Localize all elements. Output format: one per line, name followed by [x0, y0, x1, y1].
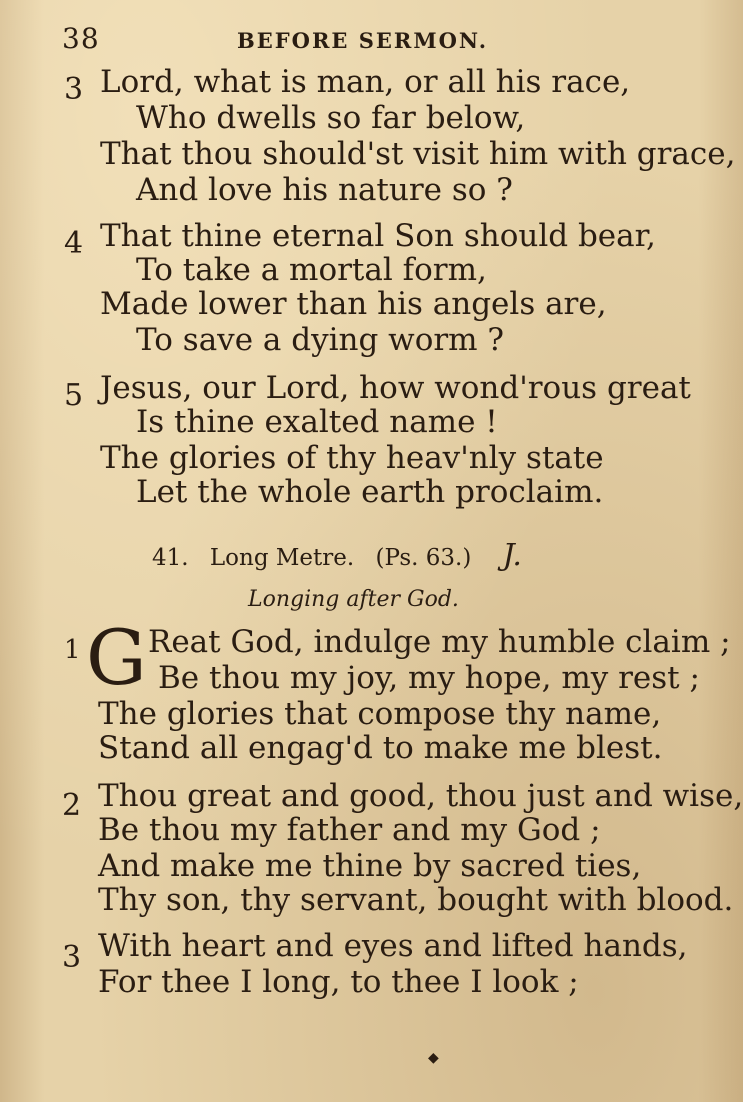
running-head: BEFORE SERMON.: [237, 28, 489, 53]
verse-line: To save a dying worm ?: [136, 322, 505, 358]
verse-line: Reat God, indulge my humble claim ;: [148, 624, 731, 660]
hymn-heading: [152, 538, 536, 573]
verse-line: Lord, what is man, or all his race,: [100, 64, 631, 100]
verse-line: That thine eternal Son should bear,: [100, 218, 656, 254]
verse-line: Jesus, our Lord, how wond'rous great: [100, 370, 691, 406]
verse-line: And love his nature so ?: [136, 172, 513, 208]
verse-number: 1: [64, 635, 81, 665]
verse-line: Be thou my joy, my hope, my rest ;: [158, 660, 700, 696]
verse-number: 4: [64, 226, 84, 261]
verse-line: Made lower than his angels are,: [100, 286, 607, 322]
verse-line: Be thou my father and my God ;: [98, 812, 601, 848]
printer-ornament: ◆: [428, 1050, 439, 1066]
verse-line: Who dwells so far below,: [136, 100, 526, 136]
verse-line: And make me thine by sacred ties,: [98, 848, 642, 884]
verse-number: 2: [62, 788, 82, 823]
verse-line: For thee I long, to thee I look ;: [98, 964, 579, 1000]
hymn-metre: Long Metre.: [209, 545, 355, 571]
verse-line: To take a mortal form,: [136, 252, 487, 288]
drop-cap: G: [86, 613, 147, 702]
verse-line: That thou should'st visit him with grace,: [100, 136, 736, 172]
verse-line: Stand all engag'd to make me blest.: [98, 730, 663, 766]
verse-line: Let the whole earth proclaim.: [136, 474, 604, 510]
verse-line: Is thine exalted name !: [136, 404, 498, 440]
verse-line: Thou great and good, thou just and wise,: [98, 778, 743, 814]
verse-number: 5: [64, 378, 84, 413]
verse-number: 3: [64, 72, 84, 107]
psalm-reference: (Ps. 63.): [375, 545, 472, 571]
verse-line: With heart and eyes and lifted hands,: [98, 928, 688, 964]
hymn-number: 41.: [152, 545, 189, 571]
hymn-mark: J.: [502, 538, 522, 573]
page-number: 38: [62, 22, 100, 55]
verse-number: 3: [62, 940, 82, 975]
verse-line: The glories that compose thy name,: [98, 696, 662, 732]
verse-line: Thy son, thy servant, bought with blood.: [98, 882, 734, 918]
hymn-subtitle: Longing after God.: [248, 587, 459, 612]
verse-line: The glories of thy heav'nly state: [100, 440, 604, 476]
page-header: [62, 22, 622, 62]
